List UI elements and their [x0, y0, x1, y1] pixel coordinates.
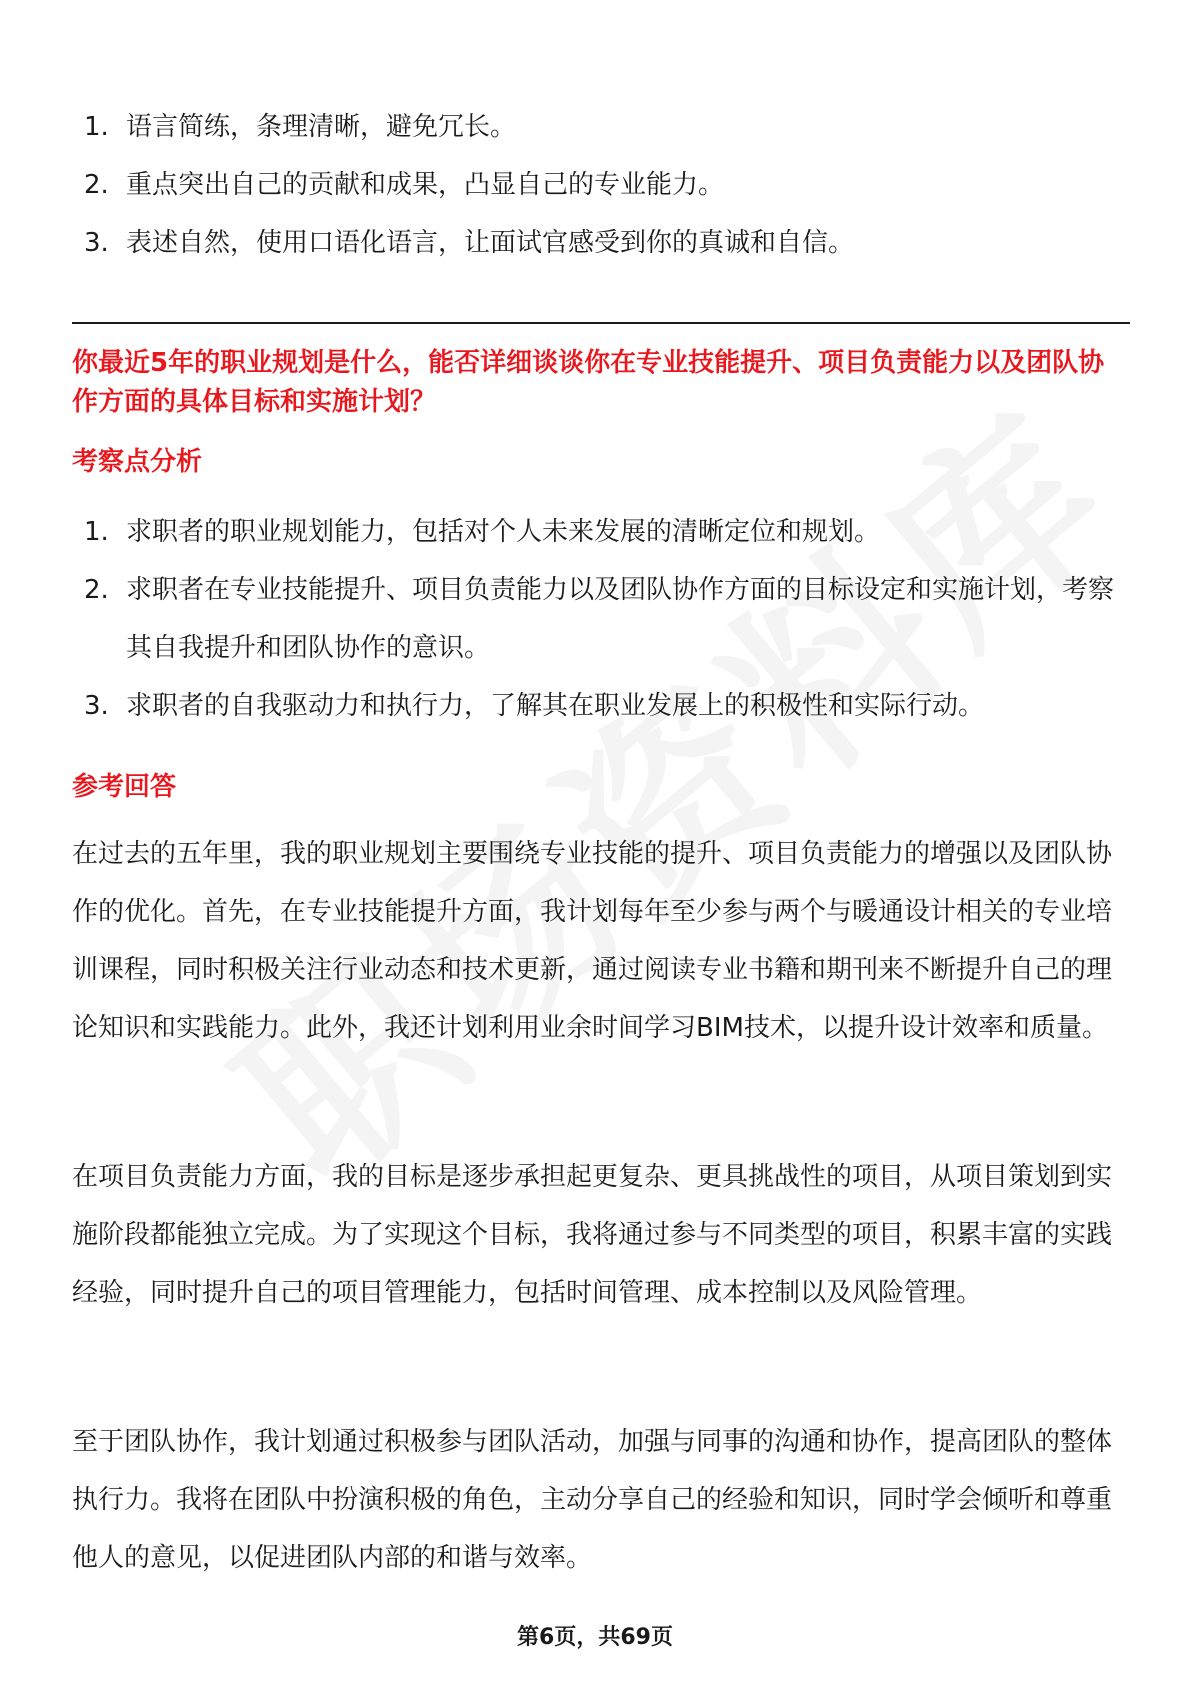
list-item — [72, 677, 1130, 735]
list-item-text: 重点突出自己的贡献和成果，凸显自己的专业能力。 — [126, 170, 725, 200]
list-item — [72, 156, 1130, 214]
list-item-number: 2. — [84, 170, 109, 200]
tips-list — [72, 98, 1130, 272]
list-item — [72, 561, 1130, 677]
answer-paragraph: 在过去的五年里，我的职业规划主要围绕专业技能的提升、项目负责能力的增强以及团队协作的优化。首先，在专业技能提升方面，我计划每年至少参与两个与暖通设计相关的专业培训课程，同时积极关注行业动态和技术更新，通过阅读专业书籍和期刊来不断提升自己的理论知识和实践能力。此外，我还计划利用业余时间学习BIM技术，以提升设计效率和质量。 — [72, 839, 1113, 1043]
list-item — [72, 503, 1130, 561]
list-item — [72, 98, 1130, 156]
answer-heading: 参考回答 — [72, 772, 177, 802]
analysis-heading: 考察点分析 — [72, 447, 203, 477]
list-item-number: 3. — [84, 691, 109, 721]
list-item-text: 语言简练，条理清晰，避免冗长。 — [126, 112, 517, 142]
analysis-list — [72, 503, 1130, 735]
list-item-number: 1. — [84, 517, 109, 547]
list-item-number: 2. — [84, 575, 109, 605]
list-item-text: 求职者的职业规划能力，包括对个人未来发展的清晰定位和规划。 — [126, 517, 881, 547]
question-title: 你最近5年的职业规划是什么，能否详细谈谈你在专业技能提升、项目负责能力以及团队协作方面的具体目标和实施计划？ — [72, 348, 1105, 417]
list-item-text: 求职者在专业技能提升、项目负责能力以及团队协作方面的目标设定和实施计划，考察其自我提升和团队协作的意识。 — [126, 575, 1115, 663]
list-item-number: 3. — [84, 228, 109, 258]
answer-paragraph: 在项目负责能力方面，我的目标是逐步承担起更复杂、更具挑战性的项目，从项目策划到实施阶段都能独立完成。为了实现这个目标，我将通过参与不同类型的项目，积累丰富的实践经验，同时提升自己的项目管理能力，包括时间管理、成本控制以及风险管理。 — [72, 1162, 1113, 1308]
list-item — [72, 214, 1130, 272]
page-number: 第6页，共69页 — [517, 1625, 673, 1650]
list-item-number: 1. — [84, 112, 109, 142]
list-item-text: 表述自然，使用口语化语言，让面试官感受到你的真诚和自信。 — [126, 228, 855, 258]
list-item-text: 求职者的自我驱动力和执行力，了解其在职业发展上的积极性和实际行动。 — [126, 691, 985, 721]
answer-paragraph: 至于团队协作，我计划通过积极参与团队活动，加强与同事的沟通和协作，提高团队的整体执行力。我将在团队中扮演积极的角色，主动分享自己的经验和知识，同时学会倾听和尊重他人的意见，以促进团队内部的和谐与效率。 — [72, 1427, 1113, 1573]
section-divider — [72, 322, 1130, 324]
